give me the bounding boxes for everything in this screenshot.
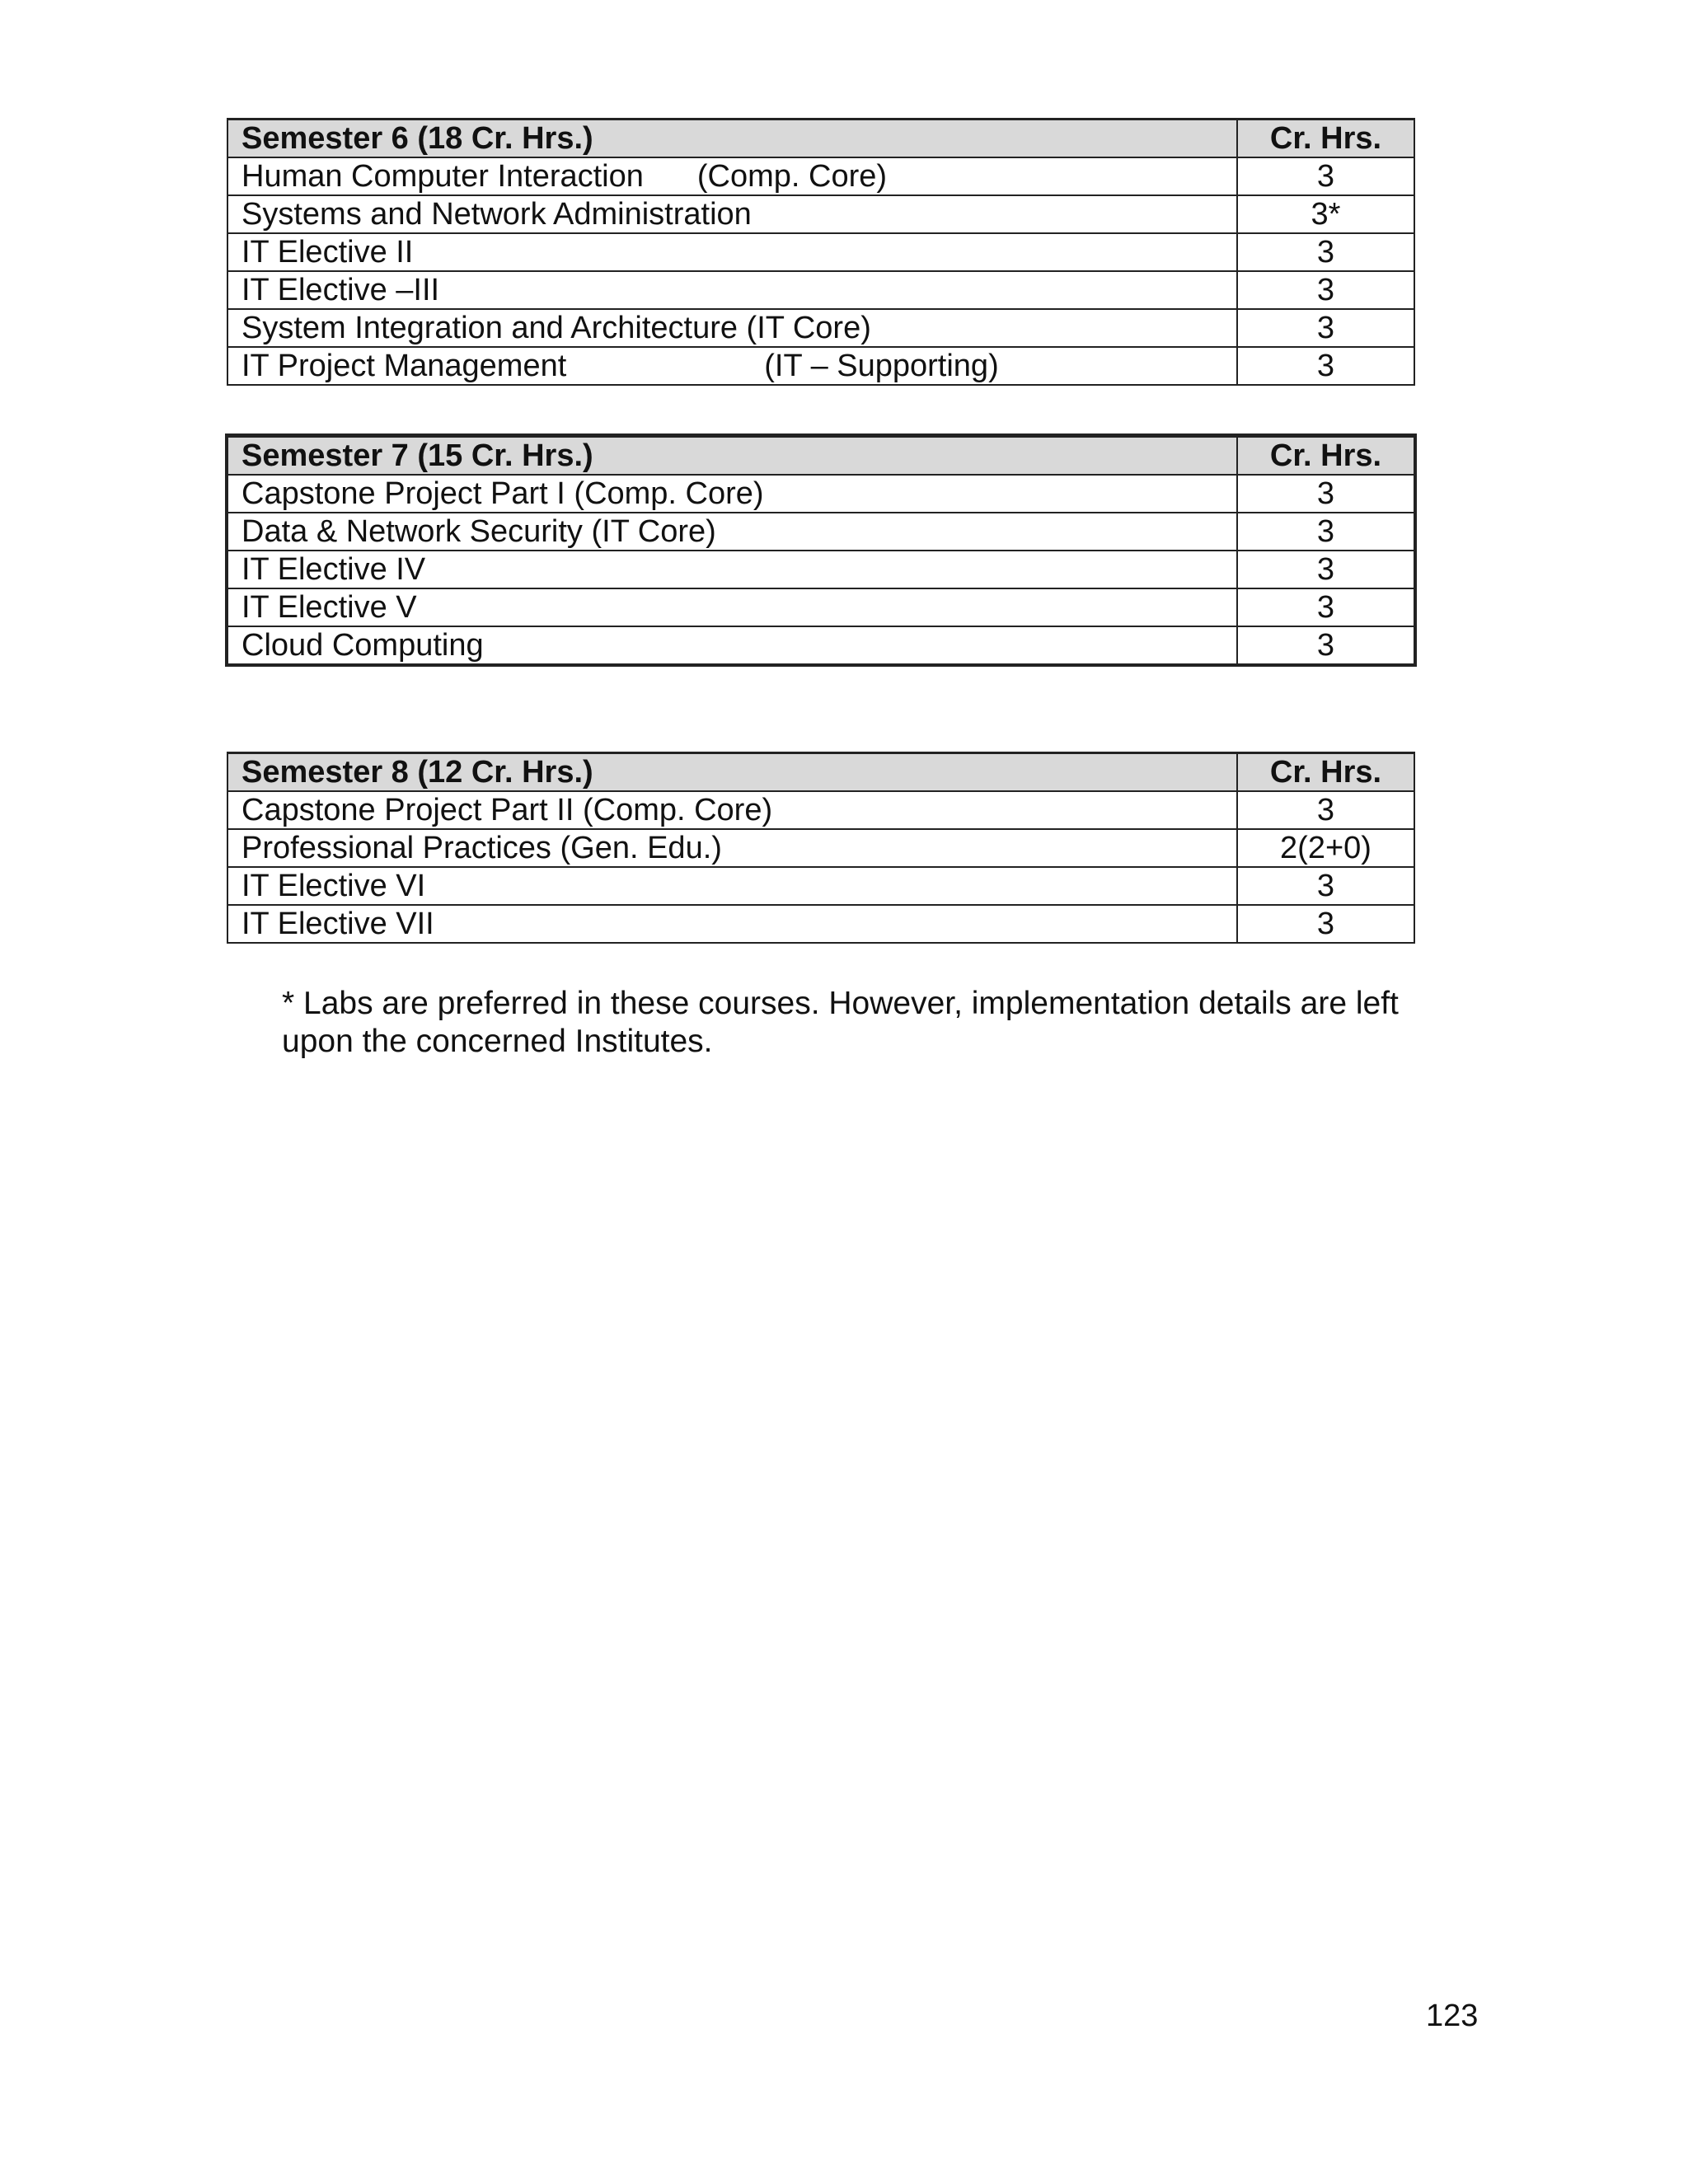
table-row [227, 905, 1414, 943]
credit-hours-cell: 3 [1237, 791, 1414, 829]
table-header-row [227, 753, 1414, 792]
table-row [227, 309, 1414, 347]
course-name: IT Project Management [241, 349, 567, 383]
credit-hours-header: Cr. Hrs. [1237, 753, 1414, 792]
footnote [282, 985, 1452, 1061]
credit-hours-cell: 3 [1237, 626, 1414, 664]
footnote-line: * Labs are preferred in these courses. However, implementation details are left [282, 986, 1399, 1021]
course-name: Capstone Project Part I (Comp. Core) [227, 475, 1237, 513]
table-row [227, 195, 1414, 233]
semester-title: Semester 6 (18 Cr. Hrs.) [227, 120, 1237, 158]
table-row [227, 271, 1414, 309]
table-row [227, 233, 1414, 271]
table-row [227, 829, 1414, 867]
course-name: Cloud Computing [227, 626, 1237, 664]
table-row [227, 157, 1414, 195]
course-name: Professional Practices (Gen. Edu.) [227, 829, 1237, 867]
credit-hours-header: Cr. Hrs. [1237, 437, 1414, 476]
course-name: Capstone Project Part II (Comp. Core) [227, 791, 1237, 829]
credit-hours-cell: 3 [1237, 475, 1414, 513]
course-name: IT Elective –III [227, 271, 1237, 309]
course-cell [227, 347, 1237, 385]
semester-7-table [227, 435, 1415, 665]
page-number: 123 [1426, 1999, 1479, 2033]
credit-hours-cell: 3 [1237, 867, 1414, 905]
course-name: IT Elective VI [227, 867, 1237, 905]
course-name: IT Elective V [227, 588, 1237, 626]
credit-hours-header: Cr. Hrs. [1237, 120, 1414, 158]
semester-6-table [227, 118, 1415, 386]
table-row [227, 513, 1414, 551]
table-row [227, 791, 1414, 829]
course-category: (IT – Supporting) [764, 349, 999, 383]
course-cell [227, 157, 1237, 195]
table-row [227, 626, 1414, 664]
table-row [227, 475, 1414, 513]
footnote-line: upon the concerned Institutes. [282, 1024, 713, 1059]
semester-8-table [227, 752, 1415, 944]
table-row [227, 347, 1414, 385]
course-name: Human Computer Interaction [241, 159, 644, 194]
credit-hours-cell: 3* [1237, 195, 1414, 233]
course-name: IT Elective VII [227, 905, 1237, 943]
table-row [227, 588, 1414, 626]
credit-hours-cell: 3 [1237, 271, 1414, 309]
course-category: (Comp. Core) [696, 159, 888, 194]
course-name: System Integration and Architecture (IT Core) [227, 309, 1237, 347]
table-row [227, 867, 1414, 905]
credit-hours-cell: 3 [1237, 513, 1414, 551]
course-name: Data & Network Security (IT Core) [227, 513, 1237, 551]
table-header-row [227, 437, 1414, 476]
table-row [227, 551, 1414, 588]
credit-hours-cell: 3 [1237, 551, 1414, 588]
credit-hours-cell: 3 [1237, 233, 1414, 271]
course-name: Systems and Network Administration [227, 195, 1237, 233]
course-name: IT Elective II [227, 233, 1237, 271]
table-header-row [227, 120, 1414, 158]
credit-hours-cell: 3 [1237, 157, 1414, 195]
semester-title: Semester 8 (12 Cr. Hrs.) [227, 753, 1237, 792]
credit-hours-cell: 3 [1237, 905, 1414, 943]
course-name: IT Elective IV [227, 551, 1237, 588]
credit-hours-cell: 3 [1237, 309, 1414, 347]
credit-hours-cell: 2(2+0) [1237, 829, 1414, 867]
semester-title: Semester 7 (15 Cr. Hrs.) [227, 437, 1237, 476]
credit-hours-cell: 3 [1237, 347, 1414, 385]
credit-hours-cell: 3 [1237, 588, 1414, 626]
